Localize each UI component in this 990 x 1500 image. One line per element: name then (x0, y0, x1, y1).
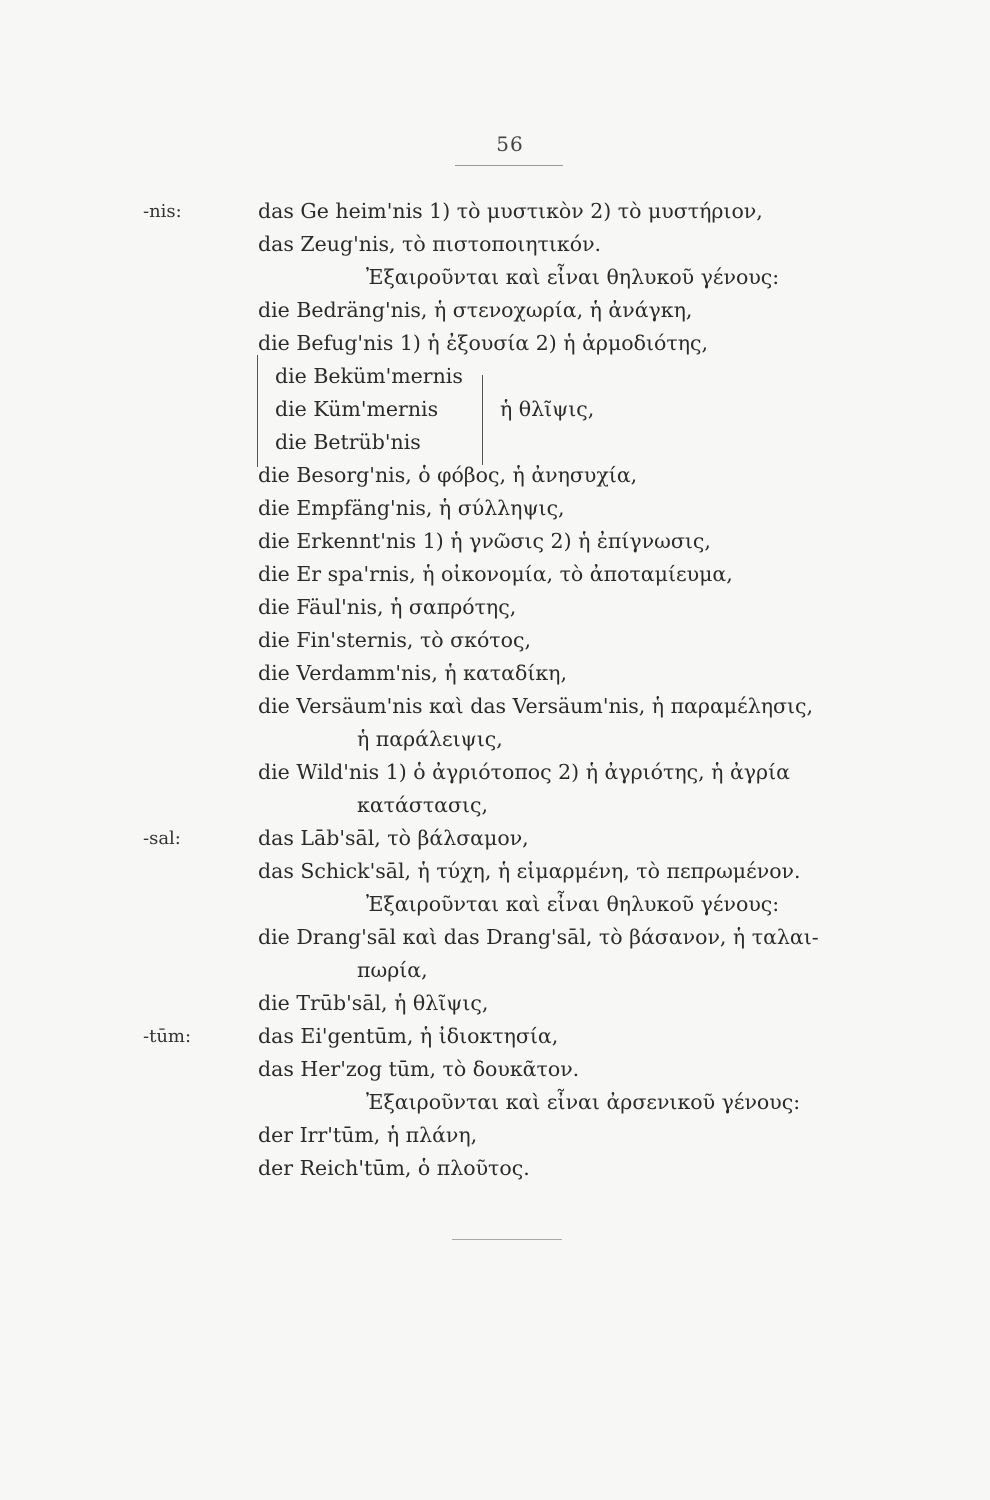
entry-text: die Empfäng'nis, ἡ σύλληψις, (258, 496, 565, 520)
entry-line (0, 1119, 990, 1152)
entry-line (0, 327, 990, 360)
entry-text: die Verdamm'nis, ἡ καταδίκη, (258, 661, 567, 685)
entry-line (0, 1020, 990, 1053)
entry-text: die Versäum'nis καὶ das Versäum'nis, ἡ παραμέλησις, (258, 694, 814, 718)
suffix-label-sal: -sal: (143, 828, 181, 849)
entry-line (0, 1053, 990, 1086)
entry-line (0, 690, 990, 723)
entry-line (0, 855, 990, 888)
entry-text: das Ge heim'nis 1) τὸ μυστικὸν 2) τὸ μυστήριον, (258, 199, 763, 223)
entry-text: Ἐξαιροῦνται καὶ εἶναι θηλυκοῦ γένους: (366, 892, 780, 916)
exception-heading (0, 888, 990, 921)
entry-line (0, 591, 990, 624)
page-body (0, 195, 990, 1185)
continuation-line (0, 723, 990, 756)
entry-line (0, 1152, 990, 1185)
bracket-item-text: die Beküm'mernis (275, 364, 463, 388)
entry-line (0, 228, 990, 261)
entry-text: Ἐξαιροῦνται καὶ εἶναι θηλυκοῦ γένους: (366, 265, 780, 289)
entry-line (0, 822, 990, 855)
entry-text: ἡ παράλειψις, (357, 727, 503, 751)
entry-line (0, 459, 990, 492)
suffix-label-nis: -nis: (143, 201, 182, 222)
entry-line (0, 195, 990, 228)
entry-line (0, 756, 990, 789)
entry-text: das Her'zog tūm, τὸ δουκᾶτον. (258, 1057, 580, 1081)
entry-line (0, 558, 990, 591)
entry-text: die Besorg'nis, ὁ φόβος, ἡ ἀνησυχία, (258, 463, 638, 487)
entry-text: die Er spa'rnis, ἡ οἰκονομία, τὸ ἀποταμίευμα, (258, 562, 733, 586)
entry-line (0, 624, 990, 657)
entry-line (0, 987, 990, 1020)
entry-line (0, 657, 990, 690)
bracket-item-text: die Betrüb'nis (275, 430, 421, 454)
entry-text: Ἐξαιροῦνται καὶ εἶναι ἀρσενικοῦ γένους: (366, 1090, 801, 1114)
entry-text: πωρία, (357, 958, 428, 982)
entry-text: das Zeug'nis, τὸ πιστοποιητικόν. (258, 232, 602, 256)
bottom-rule (452, 1239, 562, 1240)
suffix-label-tum: -tūm: (143, 1026, 192, 1047)
entry-text: die Fäul'nis, ἡ σαπρότης, (258, 595, 517, 619)
entry-text: das Ei'gentūm, ἡ ἰδιοκτησία, (258, 1024, 559, 1048)
bracket-item-text: die Küm'mernis (275, 397, 439, 421)
exception-heading (0, 261, 990, 294)
entry-text: die Drang'sāl καὶ das Drang'sāl, τὸ βάσανον, ἡ ταλαι- (258, 925, 819, 949)
entry-text: die Trūb'sāl, ἡ θλῖψις, (258, 991, 489, 1015)
bracket-left-rule (257, 355, 258, 467)
entry-text: das Lāb'sāl, τὸ βάλσαμον, (258, 826, 529, 850)
entry-text: der Reich'tūm, ὁ πλοῦτος. (258, 1156, 530, 1180)
bracket-item (0, 426, 990, 459)
top-rule (455, 165, 563, 166)
entry-text: die Erkennt'nis 1) ἡ γνῶσις 2) ἡ ἐπίγνωσις, (258, 529, 711, 553)
continuation-line (0, 789, 990, 822)
entry-text: die Wild'nis 1) ὁ ἀγριότοπος 2) ἡ ἀγριότης, ἡ ἀγρία (258, 760, 790, 784)
bracket-item (0, 360, 990, 393)
bracket-right-rule (482, 375, 483, 465)
exception-heading (0, 1086, 990, 1119)
entry-line (0, 492, 990, 525)
continuation-line (0, 954, 990, 987)
bracket-item (0, 393, 990, 426)
entry-line (0, 294, 990, 327)
entry-text: die Fin'sternis, τὸ σκότος, (258, 628, 531, 652)
page-number: 56 (496, 132, 524, 156)
entry-text: der Irr'tūm, ἡ πλάνη, (258, 1123, 478, 1147)
entry-text: das Schick'sāl, ἡ τύχη, ἡ εἱμαρμένη, τὸ πεπρωμένον. (258, 859, 801, 883)
bracket-shared-translation: ἡ θλῖψις, (500, 397, 595, 421)
entry-text: die Bedräng'nis, ἡ στενοχωρία, ἡ ἀνάγκη, (258, 298, 693, 322)
entry-text: κατάστασις, (357, 793, 489, 817)
entry-text: die Befug'nis 1) ἡ ἐξουσία 2) ἡ ἁρμοδιότης, (258, 331, 708, 355)
entry-line (0, 921, 990, 954)
entry-line (0, 525, 990, 558)
